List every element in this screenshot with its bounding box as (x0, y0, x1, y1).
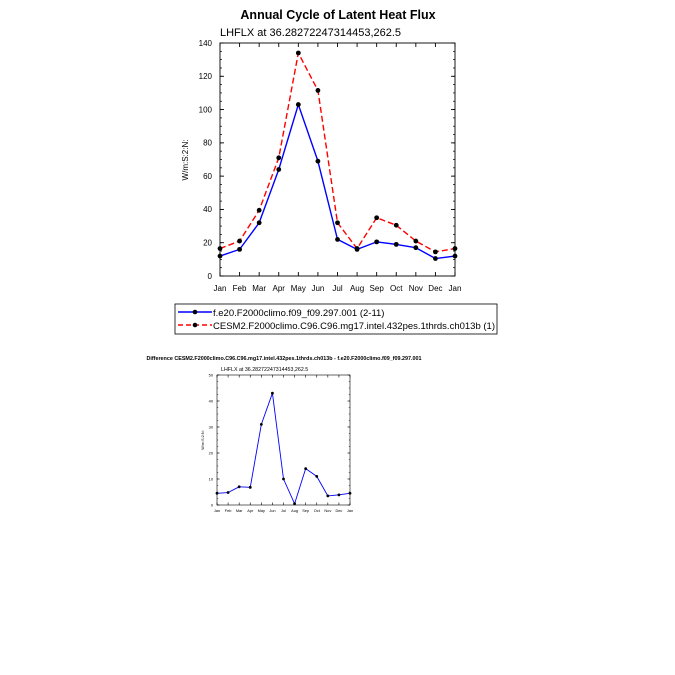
y-tick-label: 30 (208, 424, 213, 430)
data-point-series-1 (296, 102, 301, 107)
series-group (218, 51, 458, 261)
data-point-series-1 (374, 239, 379, 244)
data-point-series-1 (271, 392, 274, 395)
x-tick-label: Feb (224, 507, 232, 513)
x-tick-label: May (290, 284, 306, 293)
legend-label-series-1: f.e20.F2000climo.f09_f09.297.001 (2-11) (213, 308, 385, 319)
legend-marker-series-1 (193, 310, 198, 315)
x-tick-label: Apr (272, 284, 285, 293)
y-tick-label: 40 (203, 205, 212, 215)
data-point-series-2 (355, 246, 360, 251)
y-tick-label: 20 (203, 238, 212, 248)
series-line-1 (217, 393, 350, 504)
y-tick-label: 120 (198, 72, 212, 82)
data-point-series-1 (316, 159, 321, 164)
data-point-series-2 (335, 220, 340, 225)
x-tick-label: Nov (324, 507, 332, 513)
x-tick-label: Jul (332, 284, 343, 293)
x-tick-label: Jun (311, 284, 325, 293)
x-tick-label: Sep (302, 507, 310, 513)
data-point-series-1 (453, 254, 458, 259)
chart-title: Annual Cycle of Latent Heat Flux (240, 8, 436, 22)
x-tick-label: Jan (213, 284, 227, 293)
data-point-series-2 (394, 223, 399, 228)
x-tick-label: May (257, 507, 266, 513)
data-point-series-1 (433, 256, 438, 261)
chart-subtitle: LHFLX at 36.28272247314453,262.5 (220, 27, 402, 39)
data-point-series-1 (257, 220, 262, 225)
y-tick-label: 0 (207, 271, 212, 281)
data-point-series-2 (237, 239, 242, 244)
y-tick-label: 10 (208, 476, 213, 482)
data-point-series-1 (238, 485, 241, 488)
y-axis-label: W/m:S:2:N: (181, 139, 190, 181)
data-point-series-1 (293, 502, 296, 505)
data-point-series-1 (260, 423, 263, 426)
data-point-series-1 (315, 475, 318, 478)
y-tick-label: 60 (203, 171, 212, 181)
y-tick-label: 50 (208, 372, 213, 378)
annual-cycle-chart (181, 8, 461, 293)
x-tick-label: Jun (269, 507, 276, 513)
y-tick-label: 80 (203, 138, 212, 148)
x-tick-label: Oct (390, 284, 403, 293)
data-point-series-2 (316, 88, 321, 93)
data-point-series-1 (218, 254, 223, 259)
series-line-1 (220, 105, 455, 259)
x-tick-label: Apr (247, 507, 254, 513)
data-point-series-1 (338, 493, 341, 496)
data-point-series-1 (276, 167, 281, 172)
data-point-series-2 (374, 215, 379, 220)
x-tick-label: Oct (313, 507, 320, 513)
series-group (216, 392, 352, 505)
chart-subtitle: LHFLX at 36.28272247314453,262.5 (221, 367, 309, 373)
x-tick-label: Dec (428, 284, 443, 293)
data-point-series-1 (282, 478, 285, 481)
x-tick-label: Mar (235, 507, 243, 513)
data-point-series-1 (249, 486, 252, 489)
y-axis-label: W/m:S:2:N: (201, 430, 205, 450)
y-tick-label: 20 (208, 450, 213, 456)
x-tick-label: Dec (335, 507, 343, 513)
data-point-series-1 (227, 491, 230, 494)
data-point-series-1 (237, 247, 242, 252)
data-point-series-2 (296, 51, 301, 56)
x-tick-label: Jan (448, 284, 462, 293)
y-tick-label: 40 (208, 398, 213, 404)
data-point-series-2 (453, 246, 458, 251)
legend-marker-series-2 (193, 323, 198, 328)
data-point-series-2 (218, 246, 223, 251)
plot-border (217, 375, 350, 505)
legend (175, 304, 497, 334)
x-tick-label: Jan (213, 507, 221, 513)
x-tick-label: Feb (232, 284, 247, 293)
x-tick-label: Aug (291, 507, 299, 513)
data-point-series-2 (413, 239, 418, 244)
data-point-series-1 (335, 237, 340, 242)
difference-chart (146, 356, 421, 513)
data-point-series-1 (304, 467, 307, 470)
data-point-series-1 (349, 492, 352, 495)
y-tick-label: 0 (210, 502, 213, 508)
x-tick-label: Jan (346, 507, 354, 513)
data-point-series-2 (257, 208, 262, 213)
data-point-series-1 (413, 245, 418, 250)
plot-frame (199, 39, 462, 293)
y-tick-label: 140 (198, 38, 212, 48)
x-tick-label: Jul (281, 507, 286, 513)
data-point-series-1 (216, 492, 219, 495)
y-tick-label: 100 (198, 105, 212, 115)
data-point-series-2 (433, 249, 438, 254)
chart-title: Difference CESM2.F2000climo.C96.C96.mg17.intel.432pes.1thrds.ch013b - f.e20.F2000climo.f09_f09.297.001 (146, 356, 422, 362)
data-point-series-2 (276, 155, 281, 160)
x-tick-label: Aug (349, 284, 365, 293)
x-tick-label: Sep (369, 284, 384, 293)
legend-label-series-2: CESM2.F2000climo.C96.C96.mg17.intel.432pes.1thrds.ch013b (1) (213, 321, 495, 332)
x-tick-label: Nov (408, 284, 423, 293)
x-tick-label: Mar (252, 284, 267, 293)
data-point-series-1 (394, 242, 399, 247)
data-point-series-1 (326, 495, 329, 498)
